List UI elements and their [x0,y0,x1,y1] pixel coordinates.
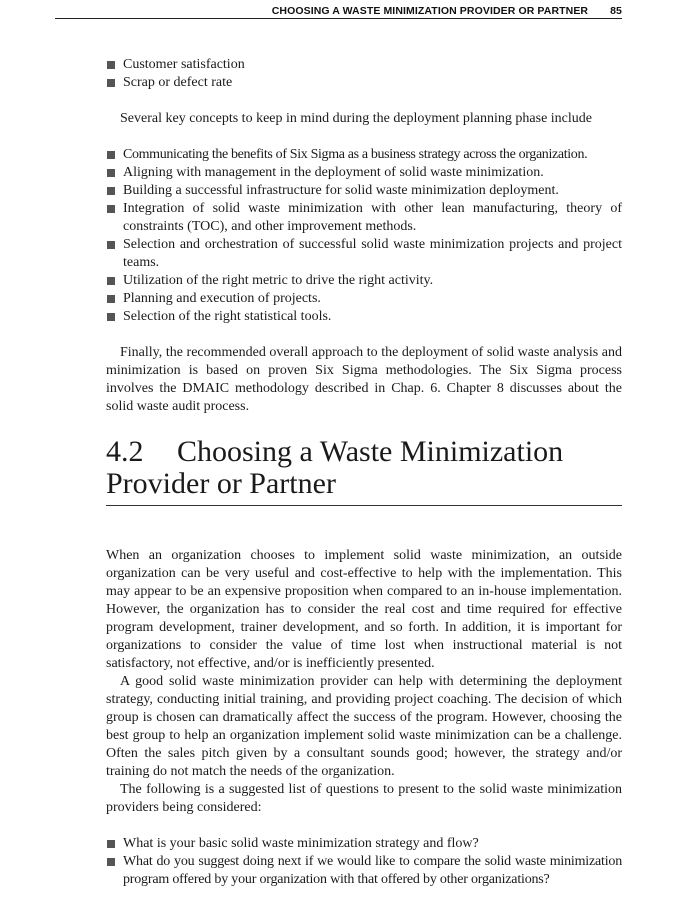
list-item: Scrap or defect rate [106,74,622,92]
list-item: Integration of solid waste minimization with other lean manufacturing, theory of constraints (TOC), and other improvement methods. [106,200,622,236]
list-item: What is your basic solid waste minimization strategy and flow? [106,835,622,853]
metrics-list [106,56,622,92]
list-item: Utilization of the right metric to drive the right activity. [106,272,622,290]
section-title-line1: Choosing a Waste Minimization [177,435,564,468]
questions-list [106,835,622,889]
list-item: Selection and orchestration of successful solid waste minimization projects and project teams. [106,236,622,272]
running-title: CHOOSING A WASTE MINIMIZATION PROVIDER OR PARTNER [271,5,589,17]
section-title-line2: Provider or Partner [106,467,336,500]
section-paragraph: The following is a suggested list of questions to present to the solid waste minimization providers being considered: [106,781,622,815]
section-number: 4.2 [106,435,144,468]
intro-paragraph: Several key concepts to keep in mind during the deployment planning phase include [120,111,592,126]
list-item: Customer satisfaction [106,56,622,74]
section-paragraph: A good solid waste minimization provider can help with determining the deployment strategy, conducting initial training, and providing project coaching. The decision of which group is chosen can dramatically affect the success of the program. However, choosing the best group to help an organization implement solid waste minimization can be a challenge. Often the sales pitch given by a consultant sounds good; however, the strategy and/or training do not match the needs of the organization. [106,673,622,779]
closing-paragraph: Finally, the recommended overall approach to the deployment of solid waste analysis and minimization is based on proven Six Sigma methodologies. The Six Sigma process involves the DMAIC methodology described in Chap. 6. Chapter 8 discusses about the solid waste audit process. [106,345,622,414]
list-item: Building a successful infrastructure for solid waste minimization deployment. [106,182,622,200]
running-head [55,4,622,19]
page-body [106,56,622,889]
list-item: Planning and execution of projects. [106,290,622,308]
concepts-list [106,146,622,326]
section-paragraph: When an organization chooses to implement solid waste minimization, an outside organization can be very useful and cost-effective to help with the implementation. This may appear to be an expensive proposition when compared to an in-house implementation. However, the organization has to consider the real cost and time required for effective program development, trainer development, and so forth. In addition, it is important for organizations to consider the value of time lost when instructional material is not satisfactory, not effective, and/or is inefficiently presented. [106,547,622,671]
list-item: Aligning with management in the deployment of solid waste minimization. [106,164,622,182]
list-item: Selection of the right statistical tools. [106,308,622,326]
section-heading [106,436,622,506]
page-number: 85 [610,5,622,17]
list-item: What do you suggest doing next if we would like to compare the solid waste minimization program offered by your organization with that offered by other organizations? [106,853,622,889]
list-item: Communicating the benefits of Six Sigma as a business strategy across the organization. [106,146,622,164]
